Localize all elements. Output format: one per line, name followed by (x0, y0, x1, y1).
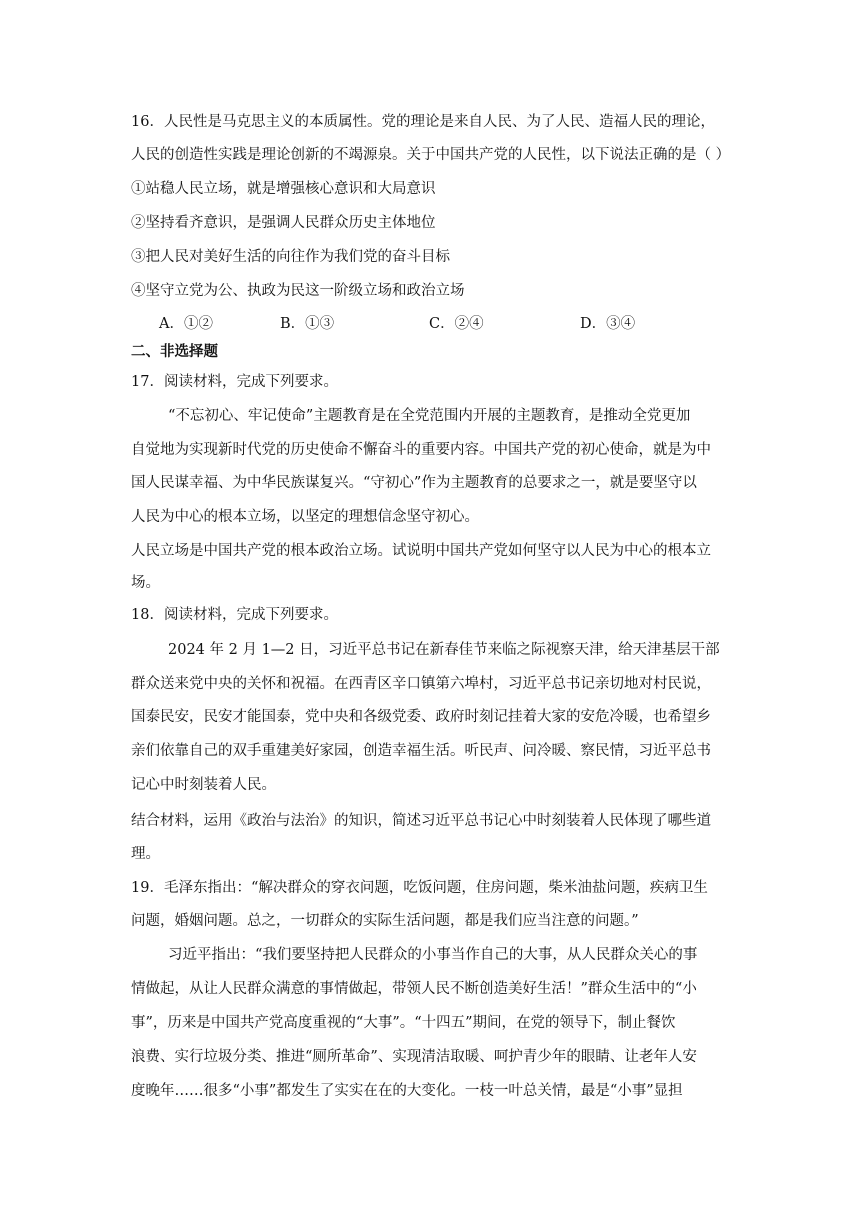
q16-statement-3: ③把人民对美好生活的向往作为我们党的奋斗目标 (131, 249, 450, 265)
q17-material-line4: 人民为中心的根本立场，以坚定的理想信念坚守初心。 (131, 509, 479, 525)
q18-question-line2: 理。 (131, 846, 160, 862)
q16-stem-line1: 16．人民性是马克思主义的本质属性。党的理论是来自人民、为了人民、造福人民的理论， (131, 114, 715, 130)
q18-material-line3: 国泰民安，民安才能国泰，党中央和各级党委、政府时刻记挂着大家的安危冷暖，也希望乡 (131, 709, 711, 725)
q18-material-line2: 群众送来党中央的关怀和祝福。在西青区辛口镇第六埠村，习近平总书记亲切地对村民说， (131, 676, 711, 692)
q18-material-line1: 2024 年 2 月 1—2 日，习近平总书记在新春佳节来临之际视察天津，给天津基层干部 (168, 642, 720, 658)
q18-material-line4: 亲们依靠自己的双手重建美好家园，创造幸福生活。听民声、问冷暖、察民情，习近平总书 (131, 743, 711, 759)
q19-material-line1: 习近平指出：“我们要坚持把人民群众的小事当作自己的大事，从人民群众关心的事 (168, 947, 698, 963)
q16-stem-line2: 人民的创造性实践是理论创新的不竭源泉。关于中国共产党的人民性，以下说法正确的是（ ） (131, 147, 731, 163)
q18-material-line5: 记心中时刻装着人民。 (131, 777, 276, 793)
q19-stem-line1: 19．毛泽东指出：“解决群众的穿衣问题，吃饭问题，住房问题，柴米油盐问题，疾病卫生 (131, 880, 708, 896)
q16-statement-2: ②坚持看齐意识，是强调人民群众历史主体地位 (131, 215, 436, 231)
q19-material-line5: 度晚年……很多“小事”都发生了实实在在的大变化。一枝一叶总关情，最是“小事”显担 (131, 1083, 683, 1099)
q17-material-line3: 国人民谋幸福、为中华民族谋复兴。“守初心”作为主题教育的总要求之一，就是要坚守以 (131, 475, 697, 491)
q19-stem-line2: 问题，婚姻问题。总之，一切群众的实际生活问题，都是我们应当注意的问题。” (131, 913, 639, 929)
q17-material-line1: “不忘初心、牢记使命”主题教育是在全党范围内开展的主题教育，是推动全党更加 (168, 408, 691, 424)
q18-question-line1: 结合材料，运用《政治与法治》的知识，简述习近平总书记心中时刻装着人民体现了哪些道 (131, 813, 711, 829)
q16-option-c: C．②④ (429, 316, 484, 332)
q17-question-line1: 人民立场是中国共产党的根本政治立场。试说明中国共产党如何坚守以人民为中心的根本立 (131, 543, 711, 559)
q19-material-line4: 浪费、实行垃圾分类、推进“厕所革命”、实现清洁取暖、呵护青少年的眼睛、让老年人安 (131, 1049, 697, 1065)
q19-material-line2: 情做起，从让人民群众满意的事情做起，带领人民不断创造美好生活！”群众生活中的“小 (131, 981, 697, 997)
q19-material-line3: 事”，历来是中国共产党高度重视的“大事”。“十四五”期间，在党的领导下，制止餐饮 (131, 1015, 676, 1031)
section-heading: 二、非选择题 (131, 344, 218, 360)
q16-option-d: D．③④ (580, 316, 636, 332)
q16-option-b: B．①③ (280, 316, 335, 332)
q17-material-line2: 自觉地为实现新时代党的历史使命不懈奋斗的重要内容。中国共产党的初心使命，就是为中 (131, 442, 711, 458)
q17-heading: 17．阅读材料，完成下列要求。 (131, 374, 338, 390)
q16-statement-4: ④坚守立党为公、执政为民这一阶级立场和政治立场 (131, 283, 465, 299)
q16-option-a: A．①② (159, 316, 213, 332)
q18-heading: 18．阅读材料，完成下列要求。 (131, 607, 338, 623)
q17-question-line2: 场。 (131, 575, 160, 591)
q16-statement-1: ①站稳人民立场，就是增强核心意识和大局意识 (131, 181, 436, 197)
